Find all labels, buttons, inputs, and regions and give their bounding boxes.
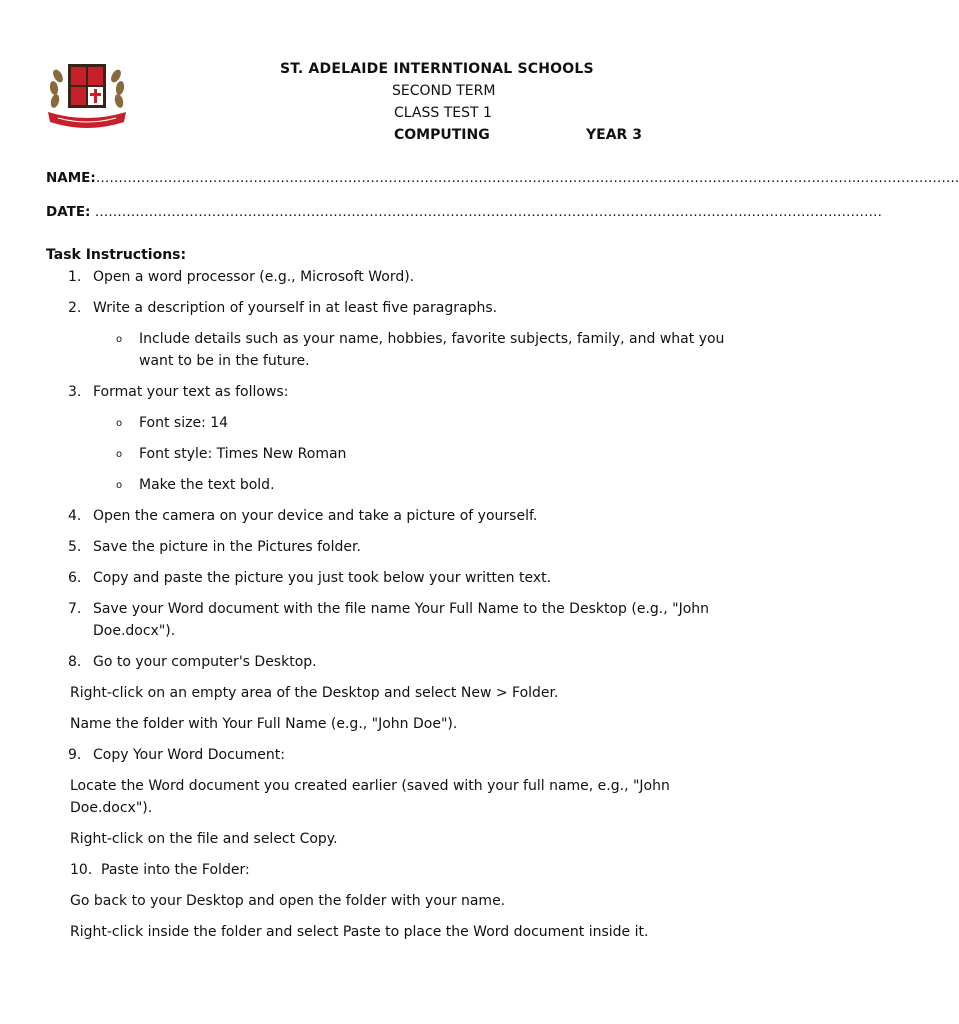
instructions-title: Task Instructions: [46, 247, 187, 263]
step-3-subitem [46, 443, 726, 465]
step-8 [46, 651, 726, 673]
name-field [46, 168, 959, 188]
step-1 [46, 266, 726, 288]
step-text: Write a description of yourself in at least five paragraphs. [93, 300, 498, 316]
step-text: Copy Your Word Document: [93, 747, 285, 763]
step-text: Copy and paste the picture you just took below your written text. [93, 570, 552, 586]
step-text: Open the camera on your device and take a picture of yourself. [93, 508, 538, 524]
step-text: Paste into the Folder: [101, 862, 250, 878]
step-10 [46, 859, 726, 881]
bullet-icon: o [116, 334, 123, 345]
step-number: 4. [68, 508, 82, 524]
step-text: Open a word processor (e.g., Microsoft Word). [93, 269, 415, 285]
date-dots: ……………………………………………………………………………………………………………………………….………………………… [94, 204, 883, 220]
step-10-detail: Right-click inside the folder and select Paste to place the Word document inside it. [70, 924, 649, 940]
step-9-detail: Right-click on the file and select Copy. [70, 831, 338, 847]
step-6 [46, 567, 726, 589]
task-instructions [46, 244, 726, 952]
step-number: 8. [68, 654, 82, 670]
step-number: 10. [70, 862, 93, 878]
step-3 [46, 381, 726, 403]
step-10-detail: Go back to your Desktop and open the folder with your name. [70, 893, 506, 909]
name-label: NAME: [46, 170, 96, 186]
subitem-text: Make the text bold. [139, 477, 275, 493]
name-dots: ……………………………………………………………………………………………………………………………………………………..…………………. [95, 170, 959, 186]
date-field [46, 202, 883, 222]
step-4 [46, 505, 726, 527]
test-label: CLASS TEST 1 [394, 105, 492, 121]
subitem-text: Include details such as your name, hobbies, favorite subjects, family, and what you want to be in the future. [139, 331, 725, 369]
step-text: Save the picture in the Pictures folder. [93, 539, 361, 555]
step-number: 3. [68, 384, 82, 400]
school-name: ST. ADELAIDE INTERNTIONAL SCHOOLS [280, 61, 594, 77]
date-label: DATE: [46, 204, 91, 220]
step-5 [46, 536, 726, 558]
step-8-detail: Right-click on an empty area of the Desktop and select New > Folder. [70, 685, 559, 701]
school-crest-logo [44, 58, 130, 132]
step-number: 9. [68, 747, 82, 763]
year-label: YEAR 3 [586, 127, 642, 143]
subject-label: COMPUTING [394, 127, 490, 143]
step-number: 7. [68, 601, 82, 617]
step-2-subitem [46, 328, 726, 372]
term-label: SECOND TERM [392, 83, 496, 99]
subitem-text: Font style: Times New Roman [139, 446, 347, 462]
step-7 [46, 598, 726, 642]
subitem-text: Font size: 14 [139, 415, 229, 431]
step-number: 1. [68, 269, 82, 285]
step-9-detail: Locate the Word document you created earlier (saved with your full name, e.g., "John Doe.docx"). [70, 778, 670, 816]
bullet-icon: o [116, 480, 123, 491]
step-2 [46, 297, 726, 319]
step-text: Go to your computer's Desktop. [93, 654, 317, 670]
step-3-subitem [46, 474, 726, 496]
step-8-detail: Name the folder with Your Full Name (e.g., "John Doe"). [70, 716, 458, 732]
step-text: Format your text as follows: [93, 384, 289, 400]
bullet-icon: o [116, 449, 123, 460]
step-number: 6. [68, 570, 82, 586]
step-text: Save your Word document with the file name Your Full Name to the Desktop (e.g., "John Doe.docx"). [93, 601, 710, 639]
step-number: 2. [68, 300, 82, 316]
step-9 [46, 744, 726, 766]
step-3-subitem [46, 412, 726, 434]
bullet-icon: o [116, 418, 123, 429]
step-number: 5. [68, 539, 82, 555]
